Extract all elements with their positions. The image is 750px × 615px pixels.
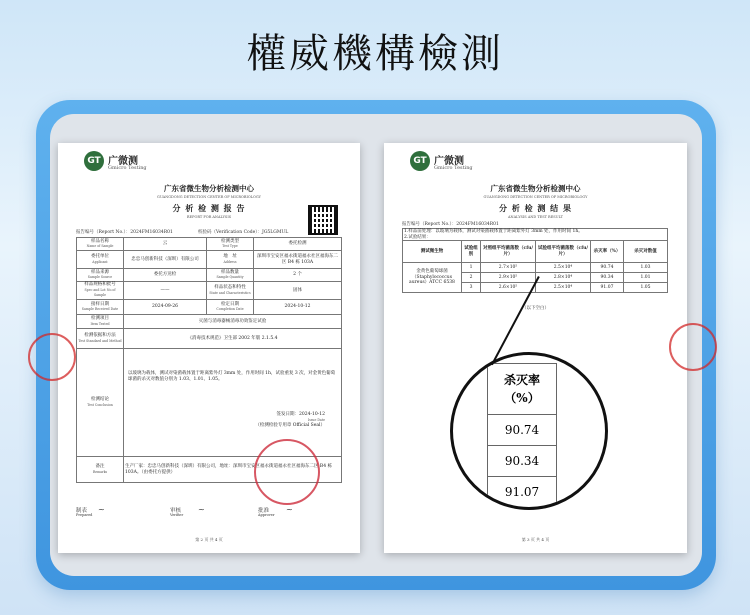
brand-name-en: Gmicro Testing — [108, 165, 147, 171]
table-row: 检测结论 Test Conclusion 以玻璃为载体，测试对染菌载体置于距离紫外灯 3mm 处，作用时间 1h，试验重复 3 次，对金黄色葡萄球菌的杀灭对数值分别为 1.03、1.01、1.05。 签发日期：2024-10-12 Issue Date （检测检验专用章 Official Seal） — [77, 349, 342, 457]
org-name-en: GUANGDONG DETECTION CENTER OF MICROBIOLOGY — [483, 195, 588, 199]
table-row: 检测项目 Item Tested 灭菌与消毒器械消毒功效鉴定试验 — [77, 315, 342, 329]
approver-signature: ~ — [286, 505, 293, 514]
pretreatment-note: 1.样品前处理：以玻璃为载体，测试对染菌载体置于距离紫外灯 3mm 处，作用时间 1h。 — [404, 229, 583, 234]
table-row: 2 2.9×10⁵ 2.8×10⁴ 90.34 1.01 — [403, 273, 668, 283]
rate-value: 90.74 — [488, 415, 557, 446]
brand-name: 广微测 — [108, 156, 138, 167]
verifier-label: 审核 — [170, 508, 182, 514]
conclusion-text: 以玻璃为载体，测试对染菌载体置于距离紫外灯 3mm 处，作用时间 1h，试验重复 3 次，对金黄色葡萄球菌的杀灭对数值分别为 1.03、1.01、1.05。 — [128, 371, 336, 382]
qr-code-icon — [308, 205, 338, 235]
brand-name-en: Gmicro Testing — [434, 165, 473, 171]
report-page-2: GT 广微测 Gmicro Testing 广东省微生物分析检测中心 GUANGDONG DETECTION CENTER OF MICROBIOLOGY 分 析 检 测 报 告 REPORT FOR ANALYSIS 报告编号（Report No.）：2024FM16034R01 校验码（Verification Code）：JG5LGMUL 样品名称 Name of Sample 云 检测类型 Test Type 委托检测 委托单位 Applicant 忠忠马创新科技（深圳）有限公司 地 址 Address 深圳市宝安区福永街道福永社区福海东二区 B4 栋 103A 样品来源 Sample Source 委托方送检 样品数量 Sample Quantity 2 个 样品规格和批号 Spec and Lot No.of Sample —— 样品状态和特性 State and Characteristics 固体 接样日期 Sample Received Date 2024-09-26 检定日期 Completion Date 2024-10-12 检测项目 Item Tested 灭菌与消毒器械消毒功效鉴定试验 检测依据和方法 Test Standard and Method 《消毒技术规范》卫生部 2002 年版 2.1.5.4 检测结论 Test Conclusion 以玻璃为载体，测试对染菌载体置于距离紫外灯 3mm 处，作用时间 1h，试验重复 3 次，对金黄色葡萄球菌的杀灭对数值分别为 1.03、1.01、1.05。 签发日期：2024-10-12 Issue Date （检测检验专用章 Official Seal） 备注 Remarks 生产厂家：忠忠马创新科技（深圳）有限公司，地址：深圳市宝安区福永街道福永社区福海东二区 B4 栋 103A。（由委托方提供） 制表 Prepared ~ 审核 Verifier ~ 批准 Approver ~ 第 2 页 共 4 页 — [58, 143, 360, 553]
table-row: 备注 Remarks 生产厂家：忠忠马创新科技（深圳）有限公司，地址：深圳市宝安区福永街道福永社区福海东二区 B4 栋 103A。（由委托方提供） — [77, 457, 342, 483]
brand-name: 广微测 — [434, 156, 464, 167]
table-header-row: 测试微生物 试验组别 对照组平均菌落数（cfu/片） 试验组平均菌落数（cfu/片） 杀灭率（%） 杀灭对数值 — [403, 241, 668, 263]
result-heading: 分 析 检 测 结 果 — [499, 203, 572, 213]
rate-unit: （%） — [504, 391, 540, 405]
table-row: 3 2.6×10⁵ 2.5×10⁴ 91.07 1.05 — [403, 283, 668, 293]
report-number: 报告编号（Report No.）：2024FM16034R01 — [76, 230, 173, 235]
table-row — [488, 477, 557, 508]
table-row: 样品来源 Sample Source 委托方送检 样品数量 Sample Quantity 2 个 — [77, 269, 342, 282]
org-name: 广东省微生物分析检测中心 — [490, 184, 581, 193]
gt-logo-icon: GT — [410, 151, 430, 171]
result-note: 2.试验结果： — [404, 234, 431, 240]
page-number: 第 2 页 共 4 页 — [195, 537, 223, 542]
magnifier-circle — [450, 352, 608, 510]
table-row — [488, 446, 557, 477]
issue-date: 2024-10-12 — [299, 412, 325, 417]
official-seal-icon — [254, 439, 320, 505]
report-heading: 分 析 检 测 报 告 — [172, 203, 246, 213]
table-row — [403, 229, 668, 241]
table-header-row — [488, 364, 557, 415]
verification-code: 校验码（Verification Code）：JG5LGMUL — [198, 230, 289, 235]
blank-note: （以下空白） — [522, 306, 549, 311]
edge-seal-icon — [669, 323, 717, 371]
rate-header: 杀灭率 — [503, 373, 540, 387]
table-row: 委托单位 Applicant 忠忠马创新科技（深圳）有限公司 地 址 Address 深圳市宝安区福永街道福永社区福海东二区 B4 栋 103A — [77, 251, 342, 269]
table-row: 样品名称 Name of Sample 云 检测类型 Test Type 委托检测 — [77, 238, 342, 251]
organism-cell: 金黄色葡萄球菌（Staphylococcus aureus）ATCC 6538 — [403, 263, 462, 293]
magnified-rate-column — [487, 363, 557, 508]
gt-logo-icon: GT — [84, 151, 104, 171]
page-title: 權威機構檢測 — [246, 31, 504, 77]
org-name-en: GUANGDONG DETECTION CENTER OF MICROBIOLOGY — [157, 195, 261, 199]
table-row: 样品规格和批号 Spec and Lot No.of Sample —— 样品状态和特性 State and Characteristics 固体 — [77, 282, 342, 300]
issue-date-en: Issue Date — [307, 417, 325, 422]
page-number: 第 3 页 共 4 页 — [521, 537, 550, 542]
rate-value: 91.07 — [488, 477, 557, 508]
edge-seal-icon — [28, 333, 76, 381]
approver-label: 批准 — [258, 508, 270, 514]
rate-value: 90.34 — [488, 446, 557, 477]
verifier-signature: ~ — [198, 505, 205, 514]
table-row: 检测依据和方法 Test Standard and Method 《消毒技术规范》卫生部 2002 年版 2.1.5.4 — [77, 329, 342, 349]
prepared-signature: ~ — [98, 505, 105, 514]
org-name: 广东省微生物分析检测中心 — [164, 184, 254, 193]
report-number: 报告编号（Report No.）：2024FM16034R01 — [402, 222, 499, 227]
result-heading-en: ANALYSIS AND TEST RESULT — [508, 215, 563, 219]
prepared-label: 制表 — [76, 508, 88, 514]
table-row — [488, 415, 557, 446]
table-row: 接样日期 Sample Received Date 2024-09-26 检定日期 Completion Date 2024-10-12 — [77, 300, 342, 315]
issue-date-label: 签发日期： — [276, 412, 300, 417]
report-heading-en: REPORT FOR ANALYSIS — [186, 215, 232, 219]
seal-note: （检测检验专用章 Official Seal） — [255, 423, 325, 428]
table-row: 金黄色葡萄球菌（Staphylococcus aureus）ATCC 6538 1 2.7×10⁵ 2.5×10⁴ 90.74 1.03 — [403, 263, 668, 273]
